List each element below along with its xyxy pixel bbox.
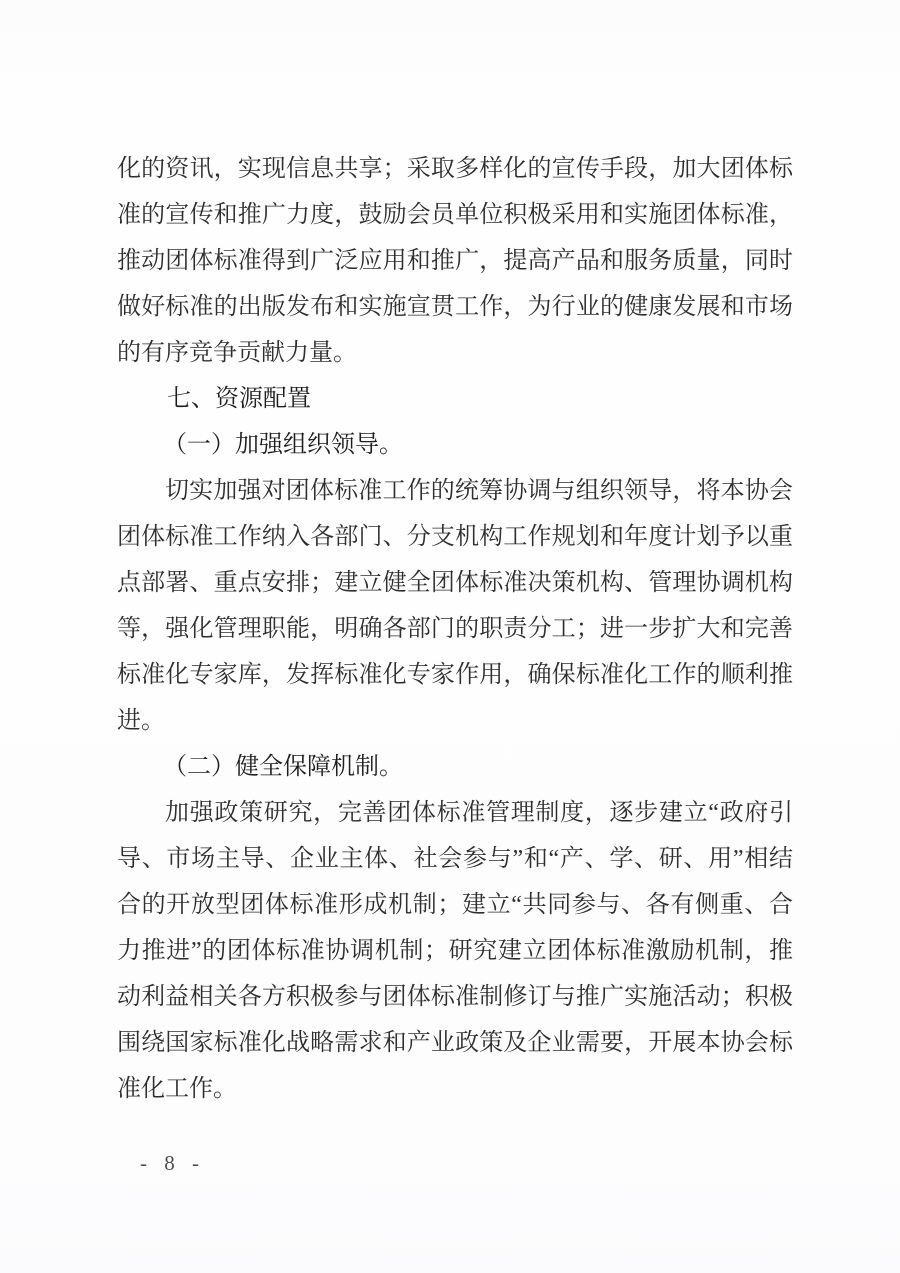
document-body: [117, 146, 793, 1112]
page-number: - 8 -: [140, 1151, 205, 1175]
paragraph-policy-research: 加强政策研究，完善团体标准管理制度，逐步建立“政府引导、市场主导、企业主体、社会参与”和“产、学、研、用”相结合的开放型团体标准形成机制；建立“共同参与、各有侧重、合力推进”的团体标准协调机制；研究建立团体标准激励机制，推动利益相关各方积极参与团体标准制修订与推广实施活动；积极围绕国家标准化战略需求和产业政策及企业需要，开展本协会标准化工作。: [117, 800, 793, 1102]
subsection-heading-strengthen-leadership: （一）加强组织领导。: [163, 432, 403, 458]
paragraph-publicity-continuation: 化的资讯，实现信息共享；采取多样化的宣传手段，加大团体标准的宣传和推广力度，鼓励会员单位积极采用和实施团体标准，推动团体标准得到广泛应用和推广，提高产品和服务质量，同时做好标准的出版发布和实施宣贯工作，为行业的健康发展和市场的有序竞争贡献力量。: [117, 156, 793, 366]
paragraph-organizational-leadership: 切实加强对团体标准工作的统筹协调与组织领导，将本协会团体标准工作纳入各部门、分支机构工作规划和年度计划予以重点部署、重点安排；建立健全团体标准决策机构、管理协调机构等，强化管理职能，明确各部门的职责分工；进一步扩大和完善标准化专家库，发挥标准化专家作用，确保标准化工作的顺利推进。: [117, 478, 793, 734]
section-heading-resource-allocation: 七、资源配置: [167, 385, 311, 412]
subsection-heading-safeguard-mechanism: （二）健全保障机制。: [163, 754, 403, 780]
